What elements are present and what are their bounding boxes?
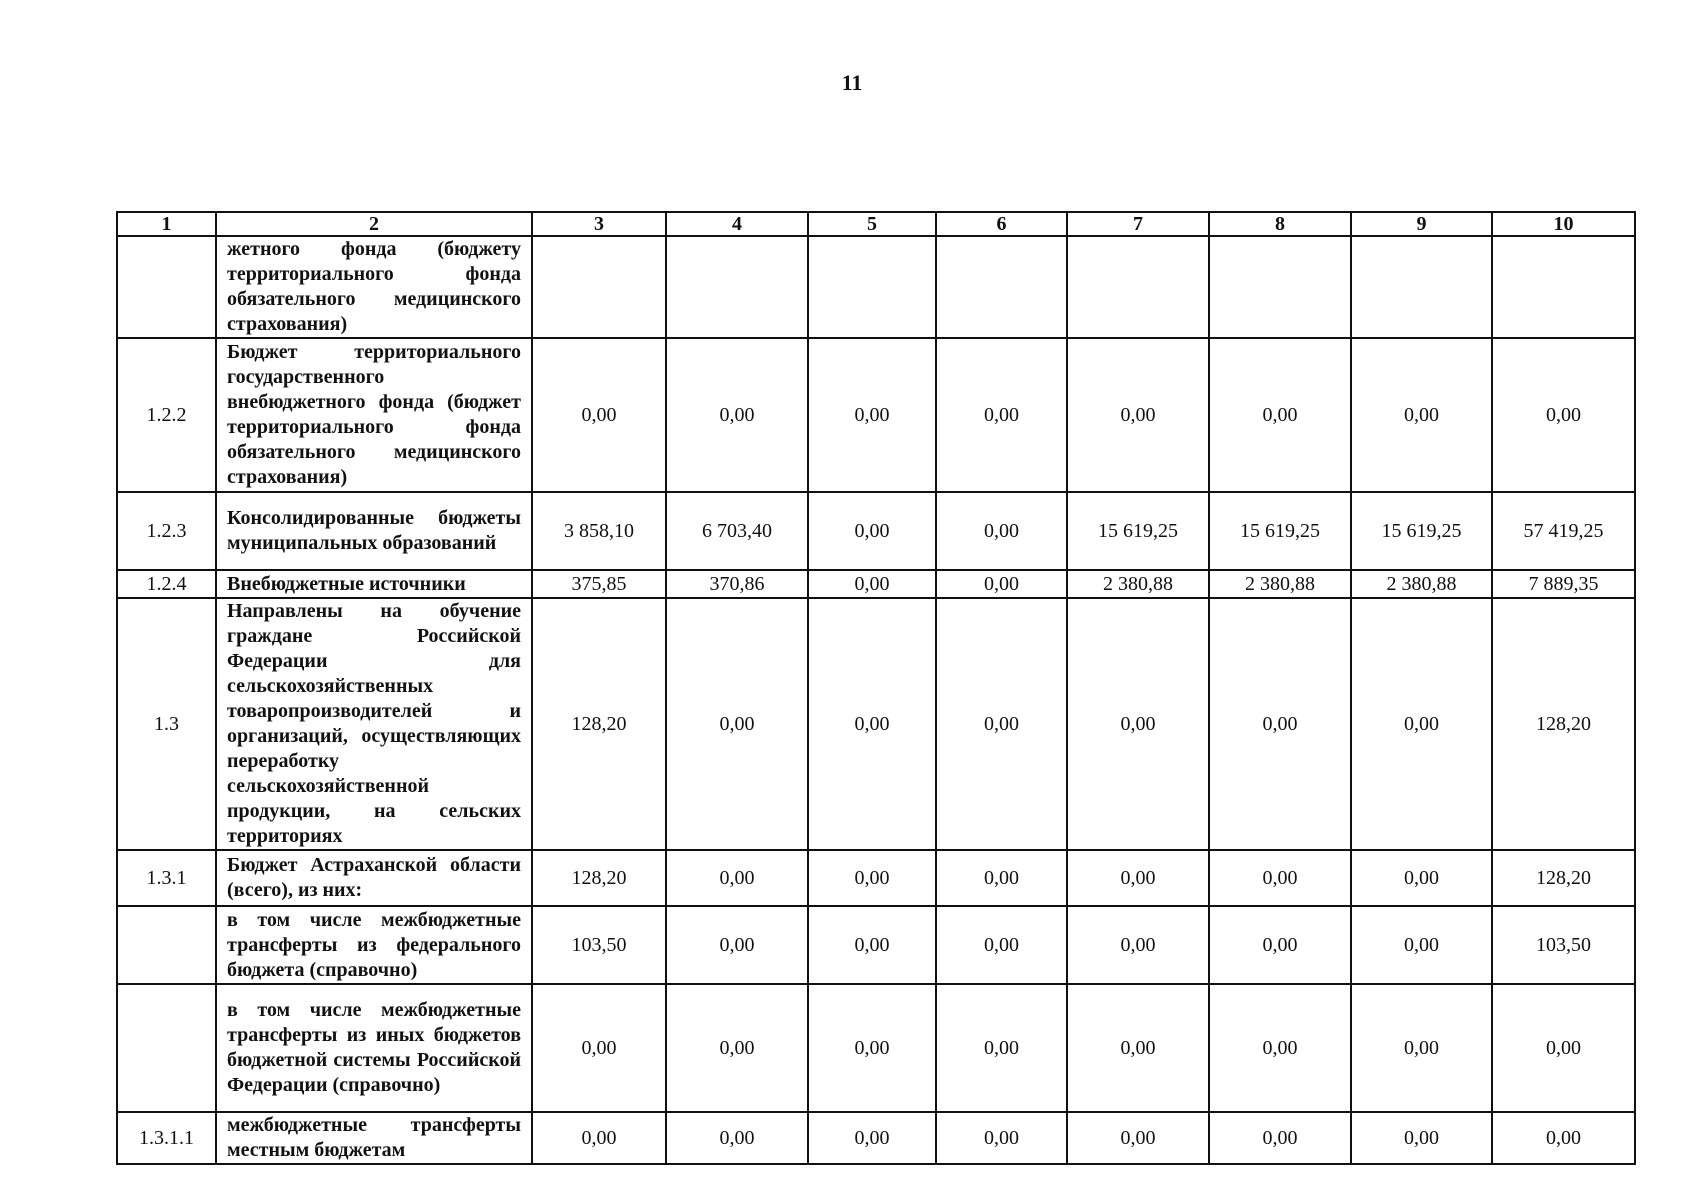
row-name: Бюджет Астраханской области (всего), из них: xyxy=(216,850,532,906)
value-cell: 2 380,88 xyxy=(1351,570,1492,598)
value-cell: 0,00 xyxy=(1209,850,1351,906)
column-header: 5 xyxy=(808,212,936,236)
table-header-row xyxy=(117,212,1635,236)
value-cell: 0,00 xyxy=(1067,1112,1209,1164)
column-header: 8 xyxy=(1209,212,1351,236)
value-cell: 0,00 xyxy=(1351,338,1492,492)
table-row xyxy=(117,338,1635,492)
value-cell: 0,00 xyxy=(1209,906,1351,984)
value-cell xyxy=(532,236,666,338)
value-cell: 0,00 xyxy=(808,984,936,1112)
row-name: Внебюджетные источники xyxy=(216,570,532,598)
row-code: 1.2.3 xyxy=(117,492,216,570)
value-cell xyxy=(1067,236,1209,338)
value-cell: 0,00 xyxy=(1067,598,1209,850)
table-row xyxy=(117,984,1635,1112)
budget-table xyxy=(116,211,1636,1165)
value-cell: 7 889,35 xyxy=(1492,570,1635,598)
value-cell: 0,00 xyxy=(1351,598,1492,850)
row-code: 1.3.1.1 xyxy=(117,1112,216,1164)
row-code xyxy=(117,984,216,1112)
row-name: в том числе межбюджетные трансферты из федерального бюджета (справочно) xyxy=(216,906,532,984)
value-cell: 15 619,25 xyxy=(1351,492,1492,570)
value-cell: 0,00 xyxy=(936,1112,1067,1164)
value-cell xyxy=(1209,236,1351,338)
table-row xyxy=(117,906,1635,984)
column-header: 2 xyxy=(216,212,532,236)
value-cell xyxy=(808,236,936,338)
value-cell: 0,00 xyxy=(666,984,808,1112)
value-cell: 0,00 xyxy=(1351,906,1492,984)
value-cell: 0,00 xyxy=(1067,850,1209,906)
value-cell: 0,00 xyxy=(1209,598,1351,850)
table-row xyxy=(117,236,1635,338)
value-cell: 0,00 xyxy=(1492,984,1635,1112)
value-cell: 0,00 xyxy=(936,906,1067,984)
value-cell: 0,00 xyxy=(1209,984,1351,1112)
value-cell: 0,00 xyxy=(532,984,666,1112)
value-cell: 0,00 xyxy=(808,598,936,850)
value-cell: 0,00 xyxy=(666,338,808,492)
column-header: 7 xyxy=(1067,212,1209,236)
column-header: 1 xyxy=(117,212,216,236)
value-cell: 0,00 xyxy=(936,598,1067,850)
column-header: 10 xyxy=(1492,212,1635,236)
row-code: 1.3.1 xyxy=(117,850,216,906)
table-row xyxy=(117,850,1635,906)
table-row xyxy=(117,598,1635,850)
value-cell: 3 858,10 xyxy=(532,492,666,570)
value-cell: 0,00 xyxy=(1351,850,1492,906)
value-cell: 370,86 xyxy=(666,570,808,598)
value-cell: 375,85 xyxy=(532,570,666,598)
column-header: 6 xyxy=(936,212,1067,236)
value-cell xyxy=(1351,236,1492,338)
row-code xyxy=(117,236,216,338)
value-cell xyxy=(1492,236,1635,338)
row-name: в том числе межбюджетные трансферты из иных бюджетов бюджетной системы Российской Федерации (справочно) xyxy=(216,984,532,1112)
value-cell: 0,00 xyxy=(808,906,936,984)
value-cell: 0,00 xyxy=(808,570,936,598)
value-cell: 103,50 xyxy=(1492,906,1635,984)
value-cell: 0,00 xyxy=(1067,338,1209,492)
value-cell: 0,00 xyxy=(1067,984,1209,1112)
value-cell: 0,00 xyxy=(936,338,1067,492)
value-cell xyxy=(666,236,808,338)
value-cell xyxy=(936,236,1067,338)
value-cell: 2 380,88 xyxy=(1067,570,1209,598)
value-cell: 0,00 xyxy=(1492,338,1635,492)
column-header: 4 xyxy=(666,212,808,236)
value-cell: 0,00 xyxy=(666,1112,808,1164)
value-cell: 0,00 xyxy=(1067,906,1209,984)
value-cell: 6 703,40 xyxy=(666,492,808,570)
value-cell: 0,00 xyxy=(808,1112,936,1164)
value-cell: 15 619,25 xyxy=(1067,492,1209,570)
row-code: 1.2.2 xyxy=(117,338,216,492)
value-cell: 0,00 xyxy=(1351,1112,1492,1164)
value-cell: 103,50 xyxy=(532,906,666,984)
value-cell: 128,20 xyxy=(532,850,666,906)
value-cell: 0,00 xyxy=(936,570,1067,598)
value-cell: 0,00 xyxy=(1351,984,1492,1112)
value-cell: 0,00 xyxy=(808,492,936,570)
row-name: жетного фонда (бюджету территориального фонда обязательного медицинского страхования) xyxy=(216,236,532,338)
value-cell: 0,00 xyxy=(1209,338,1351,492)
value-cell: 128,20 xyxy=(1492,850,1635,906)
page-number: 11 xyxy=(841,70,863,95)
value-cell: 128,20 xyxy=(1492,598,1635,850)
value-cell: 128,20 xyxy=(532,598,666,850)
value-cell: 0,00 xyxy=(936,984,1067,1112)
value-cell: 2 380,88 xyxy=(1209,570,1351,598)
row-code: 1.3 xyxy=(117,598,216,850)
value-cell: 0,00 xyxy=(532,1112,666,1164)
value-cell: 0,00 xyxy=(936,492,1067,570)
value-cell: 0,00 xyxy=(532,338,666,492)
column-header: 3 xyxy=(532,212,666,236)
row-code: 1.2.4 xyxy=(117,570,216,598)
value-cell: 0,00 xyxy=(808,338,936,492)
value-cell: 0,00 xyxy=(936,850,1067,906)
value-cell: 0,00 xyxy=(1209,1112,1351,1164)
value-cell: 15 619,25 xyxy=(1209,492,1351,570)
row-name: Направлены на обучение граждане Российской Федерации для сельскохозяйственных товаропроизводителей и организаций, осуществляющих переработку сельскохозяйственной продукции, на сельских территориях xyxy=(216,598,532,850)
row-name: Бюджет территориального государственного внебюджетного фонда (бюджет территориального фонда обязательного медицинского страхования) xyxy=(216,338,532,492)
value-cell: 57 419,25 xyxy=(1492,492,1635,570)
value-cell: 0,00 xyxy=(808,850,936,906)
row-name: Консолидированные бюджеты муниципальных образований xyxy=(216,492,532,570)
column-header: 9 xyxy=(1351,212,1492,236)
row-code xyxy=(117,906,216,984)
value-cell: 0,00 xyxy=(666,850,808,906)
table-row xyxy=(117,1112,1635,1164)
value-cell: 0,00 xyxy=(1492,1112,1635,1164)
row-name: межбюджетные трансферты местным бюджетам xyxy=(216,1112,532,1164)
table-row xyxy=(117,570,1635,598)
table-row xyxy=(117,492,1635,570)
value-cell: 0,00 xyxy=(666,906,808,984)
value-cell: 0,00 xyxy=(666,598,808,850)
